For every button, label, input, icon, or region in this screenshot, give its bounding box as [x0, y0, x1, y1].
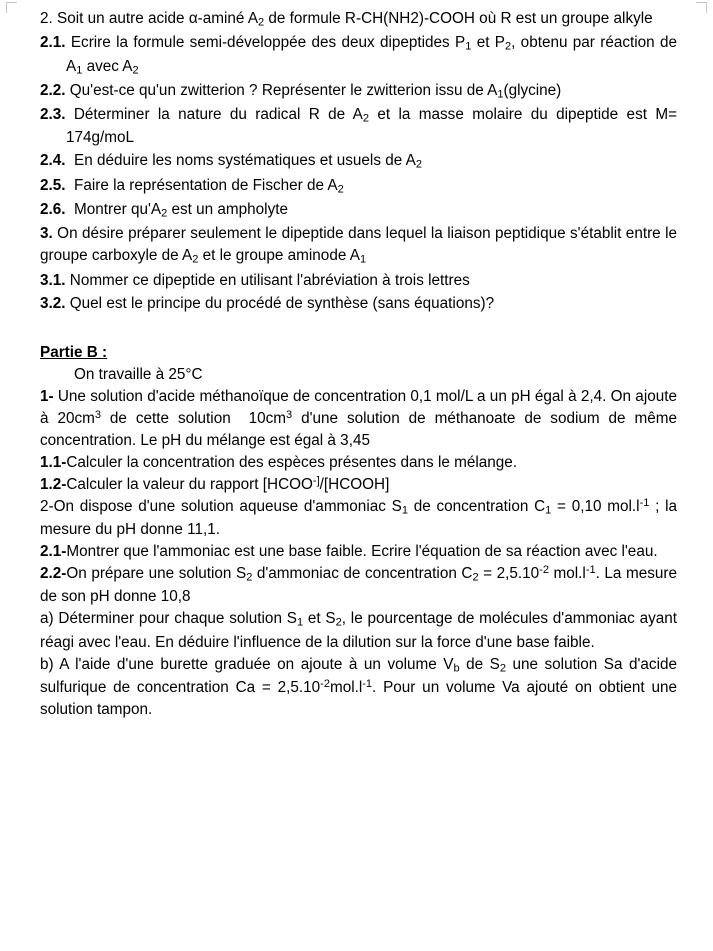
part-b-question-1-1: 1.1-Calculer la concentration des espèces présentes dans le mélange. — [40, 453, 518, 471]
part-b-question-2: 2-On dispose d'une solution aqueuse d'ammoniac $S_1$ de concentration $C_1 = 0,10$ $mol.l^{-1}$ ; la mesure du pH donne 11,1. — [40, 496, 678, 538]
question-2-5: 2.5. Faire la représentation de Fischer de $A_2$ — [40, 176, 344, 196]
question-2-3: 2.3. Déterminer la nature du radical R de $A_2$ et la masse molaire du dipeptide est M= 174g/moL — [40, 106, 678, 147]
section-spacer — [40, 316, 677, 342]
question-2-6: 2.6. Montrer $qu'A_2$ est un ampholyte — [40, 200, 288, 220]
temperature-note: On travaille à 25°C — [74, 365, 203, 383]
question-3-2: 3.2. Quel est le principe du procédé de synthèse (sans équations)? — [40, 294, 495, 312]
question-3-1: 3.1. Nommer ce dipeptide en utilisant l'abréviation à trois lettres — [40, 271, 470, 289]
question-2-1: 2.1. Ecrire la formule semi-développée des deux dipeptides $P_1$ et $P_2$, obtenu par réaction de $A_1$ avec $A_2$ — [40, 34, 677, 76]
question-2: 2. Soit un autre acide α-aminé $A_2$ de formule R-CH(NH2)-COOH où R est un groupe alkyle — [40, 10, 653, 29]
question-3: 3. On désire préparer seulement le dipeptide dans lequel la liaison peptidique s'établit entre le groupe carboxyle de $A_2$ et le groupe aminode $A_1$ — [40, 225, 677, 266]
part-b-question-2-a: a) Déterminer pour chaque solution $S_1$ et $S_2$, le pourcentage de molécules d'ammoniac ayant réagi avec l'eau. En déduire l'influence de la dilution sur la force d'une base faible. — [40, 610, 677, 651]
part-b-heading: Partie B : — [40, 343, 108, 361]
question-2-2: 2.2. Qu'est-ce qu'un zwitterion ? Représenter le zwitterion issu de $A_1(glycine)$ — [40, 81, 562, 101]
crop-mark-top-left — [6, 2, 17, 13]
question-2-4: 2.4. En déduire les noms systématiques et usuels de $A_2$ — [40, 152, 422, 171]
document-content — [40, 8, 677, 721]
part-b-question-2-b: b) A l'aide d'une burette graduée on ajoute à un volume $V_b$ de $S_2$ une solution Sa d'acide sulfurique de concentration $Ca = 2,5.10^{-2}mol.l^{-1}$. Pour un volume Va ajouté on obtient une solution tampon. — [40, 655, 677, 718]
part-b-question-1-2: 1.2-Calculer la valeur du rapport [HCOO-]/[HCOOH] — [40, 474, 390, 493]
crop-mark-top-right — [696, 2, 707, 13]
part-b-question-2-1: 2.1-Montrer que l'ammoniac est une base faible. Ecrire l'équation de sa réaction avec l'eau. — [40, 543, 658, 560]
part-b-question-1: 1- Une solution d'acide méthanoïque de concentration 0,1 mol/L a un pH égal à 2,4. On ajoute à $20cm^3$ de cette solution $10cm^3$ d'une solution de méthanoate de sodium de même concentration. Le pH du mélange est égal à 3,45 — [40, 387, 678, 449]
part-b-question-2-2: 2.2-On prépare une solution $S_2$ d'ammoniac de concentration $C_2 = 2,5.10^{-2}$ $mol.l^{-1}$. La mesure de son pH donne 10,8 — [40, 564, 677, 606]
